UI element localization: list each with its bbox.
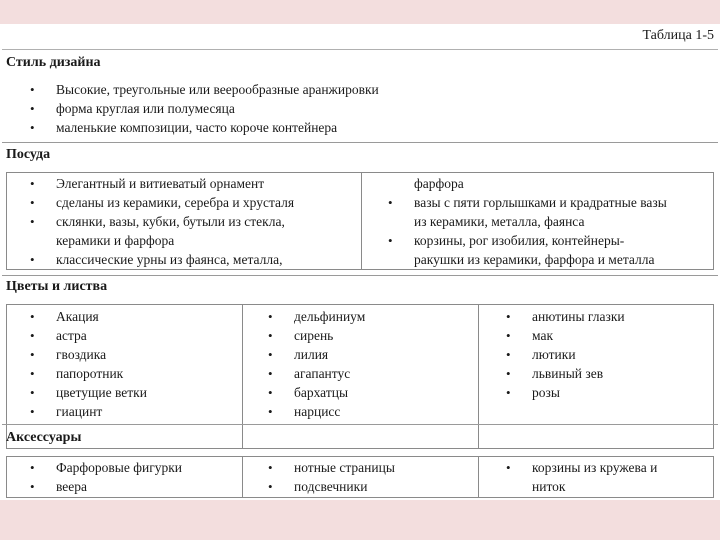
- style-list: [30, 80, 379, 137]
- list-item: керамики и фарфора: [56, 233, 175, 248]
- bullet-icon: •: [30, 120, 35, 135]
- bullet-icon: •: [30, 479, 35, 494]
- flowers-col3: [506, 307, 625, 402]
- list-item: • подсвечники: [268, 479, 368, 494]
- column-divider: [478, 456, 479, 498]
- bullet-icon: •: [30, 366, 35, 381]
- bullet-icon: •: [30, 460, 35, 475]
- list-item: • гиацинт: [30, 404, 103, 419]
- bullet-icon: •: [30, 101, 35, 116]
- list-item: • цветущие ветки: [30, 385, 147, 400]
- flowers-col1: [30, 307, 147, 421]
- bullet-icon: •: [506, 309, 511, 324]
- list-item: • мак: [506, 328, 554, 343]
- section-title-style: Стиль дизайна: [6, 55, 101, 70]
- list-item: • сделаны из керамики, серебра и хрусталя: [30, 195, 295, 210]
- section-title-vessels: Посуда: [6, 147, 51, 162]
- divider: [2, 424, 718, 425]
- bullet-icon: •: [268, 347, 273, 362]
- bullet-icon: •: [268, 460, 273, 475]
- list-item: из керамики, металла, фаянса: [414, 214, 585, 229]
- bullet-icon: •: [30, 82, 35, 97]
- bullet-icon: •: [506, 385, 511, 400]
- accessories-col2: [268, 458, 395, 496]
- list-item: • маленькие композиции, часто короче контейнера: [30, 120, 338, 135]
- list-item: • вазы с пяти горлышками и крадратные вазы: [388, 195, 667, 210]
- accessories-col3: [506, 458, 657, 496]
- bullet-icon: •: [30, 328, 35, 343]
- list-item: • склянки, вазы, кубки, бутыли из стекла,: [30, 214, 285, 229]
- list-item: • розы: [506, 385, 560, 400]
- list-item: ниток: [532, 479, 566, 494]
- list-item: • нотные страницы: [268, 460, 395, 475]
- list-item: • веера: [30, 479, 88, 494]
- list-item: • лютики: [506, 347, 576, 362]
- list-item: • Элегантный и витиеватый орнамент: [30, 176, 265, 191]
- bullet-icon: •: [30, 309, 35, 324]
- list-item: фарфора: [414, 176, 464, 191]
- bullet-icon: •: [388, 195, 393, 210]
- bullet-icon: •: [268, 328, 273, 343]
- column-divider: [361, 172, 362, 270]
- bullet-icon: •: [506, 460, 511, 475]
- accessories-col1: [30, 458, 182, 496]
- bullet-icon: •: [30, 385, 35, 400]
- bullet-icon: •: [30, 214, 35, 229]
- list-item: • анютины глазки: [506, 309, 625, 324]
- list-item: • агапантус: [268, 366, 351, 381]
- list-item: • форма круглая или полумесяца: [30, 101, 235, 116]
- section-title-flowers: Цветы и листва: [6, 279, 108, 294]
- list-item: • Высокие, треугольные или веерообразные аранжировки: [30, 82, 379, 97]
- bullet-icon: •: [268, 479, 273, 494]
- list-item: • бархатцы: [268, 385, 349, 400]
- list-item: • нарцисс: [268, 404, 341, 419]
- bullet-icon: •: [268, 385, 273, 400]
- column-divider: [242, 304, 243, 449]
- list-item: • папоротник: [30, 366, 124, 381]
- list-item: • гвоздика: [30, 347, 107, 362]
- bullet-icon: •: [268, 404, 273, 419]
- bullet-icon: •: [388, 233, 393, 248]
- list-item: • астра: [30, 328, 87, 343]
- bullet-icon: •: [30, 176, 35, 191]
- vessels-right-list: [388, 174, 667, 269]
- table-sheet: [0, 24, 720, 500]
- divider: [2, 275, 718, 276]
- divider: [2, 49, 718, 50]
- flowers-col2: [268, 307, 365, 421]
- bullet-icon: •: [30, 195, 35, 210]
- list-item: • классические урны из фаянса, металла,: [30, 252, 283, 267]
- list-item: • корзины из кружева и: [506, 460, 658, 475]
- list-item: • корзины, рог изобилия, контейнеры-: [388, 233, 625, 248]
- bullet-icon: •: [506, 328, 511, 343]
- bullet-icon: •: [268, 366, 273, 381]
- list-item: • сирень: [268, 328, 334, 343]
- list-item: ракушки из керамики, фарфора и металла: [414, 252, 655, 267]
- section-title-accessories: Аксессуары: [6, 430, 82, 445]
- bullet-icon: •: [30, 347, 35, 362]
- bullet-icon: •: [30, 404, 35, 419]
- table-caption: Таблица 1-5: [642, 28, 714, 43]
- divider: [2, 142, 718, 143]
- list-item: • дельфиниум: [268, 309, 366, 324]
- list-item: • Фарфоровые фигурки: [30, 460, 183, 475]
- bullet-icon: •: [268, 309, 273, 324]
- bullet-icon: •: [506, 366, 511, 381]
- vessels-left-list: [30, 174, 294, 269]
- column-divider: [242, 456, 243, 498]
- list-item: • лилия: [268, 347, 329, 362]
- list-item: • львиный зев: [506, 366, 604, 381]
- column-divider: [478, 304, 479, 449]
- bullet-icon: •: [30, 252, 35, 267]
- list-item: • Акация: [30, 309, 99, 324]
- bullet-icon: •: [506, 347, 511, 362]
